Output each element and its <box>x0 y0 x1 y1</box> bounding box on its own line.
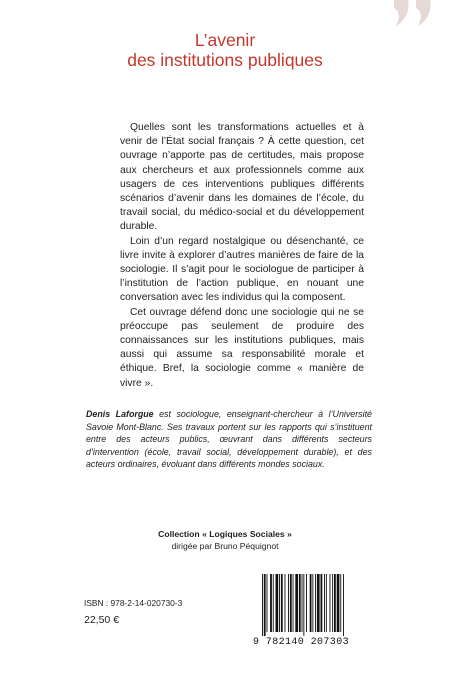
collection-director: dirigée par Bruno Péquignot <box>171 541 279 551</box>
author-bio <box>86 408 372 471</box>
barcode-bar <box>290 574 292 632</box>
barcode-bar <box>321 574 323 632</box>
author-name: Denis Laforgue <box>86 409 154 419</box>
barcode-bar <box>343 574 344 636</box>
barcode-bar <box>324 574 325 632</box>
collection-name: Collection « Logiques Sociales » <box>158 529 292 539</box>
barcode-bar <box>332 574 333 632</box>
summary-paragraph: Cet ouvrage défend donc une sociologie qui ne se préoccupe pas seulement de produire des connaissances sur les institutions publiques, mais aussi qui assume sa responsabilité morale et éthique. Bref, la sociologie comme « manière de vivre ». <box>120 306 364 389</box>
isbn: ISBN : 978-2-14-020730-3 <box>84 598 183 608</box>
barcode-bar <box>293 574 294 632</box>
book-title <box>0 30 450 70</box>
title-line-2: des institutions publiques <box>127 50 323 70</box>
barcode-bar <box>306 574 307 632</box>
barcode <box>258 574 370 646</box>
title-line-1: L’avenir <box>194 30 256 50</box>
barcode-bar <box>310 574 312 632</box>
barcode-bar <box>317 574 320 632</box>
barcode-bar <box>270 574 272 632</box>
barcode-bar <box>312 574 313 632</box>
barcode-bar <box>303 574 304 636</box>
barcode-bar <box>267 574 268 632</box>
barcode-digits: 9 782140 207303 <box>253 637 350 648</box>
barcode-bar <box>279 574 280 632</box>
barcode-bar <box>262 574 263 636</box>
barcode-bar <box>285 574 286 632</box>
price: 22,50 € <box>84 614 120 626</box>
barcode-bar <box>281 574 283 632</box>
barcode-bar <box>295 574 298 632</box>
barcode-bar <box>337 574 340 632</box>
barcode-bar <box>330 574 331 632</box>
barcode-bar <box>299 574 301 632</box>
barcode-bar <box>273 574 274 632</box>
barcode-bars <box>258 574 370 636</box>
barcode-bar <box>276 574 279 632</box>
barcode-bar <box>326 574 327 632</box>
barcode-bar <box>288 574 289 632</box>
author-bio-text: est sociologue, enseignant-chercheur à l’Université Savoie Mont-Blanc. Ses travaux portent sur les rapports qui s’instituent entre des acteurs publics, œuvrant dans différents secteurs d’intervention (école, travail social, développement durable), et des acteurs ordinaires, évoluant dans différents mondes sociaux. <box>86 409 372 470</box>
barcode-bar <box>340 574 341 632</box>
barcode-bar <box>315 574 316 632</box>
collection-info <box>0 528 450 552</box>
summary-paragraph: Loin d’un regard nostalgique ou désenchanté, ce livre invite à explorer d’autres manières de faire de la sociologie. Il s’agit pour le sociologue de participer à l’institution de l’action publique, en nouant une conversation avec les individus qui la composent. <box>120 235 364 304</box>
back-cover-summary <box>120 121 364 391</box>
barcode-bar <box>334 574 336 632</box>
summary-paragraph: Quelles sont les transformations actuelles et à venir de l’État social français ? À cette question, cet ouvrage n’apporte pas de certitudes, mais propose aux chercheurs et aux professionnels comme aux usagers de ces interventions publiques différents scénarios d’avenir dans les domaines de l’école, du travail social, du médico-social et du développement durable. <box>120 122 364 233</box>
barcode-bar <box>302 574 303 632</box>
barcode-bar <box>264 574 266 636</box>
